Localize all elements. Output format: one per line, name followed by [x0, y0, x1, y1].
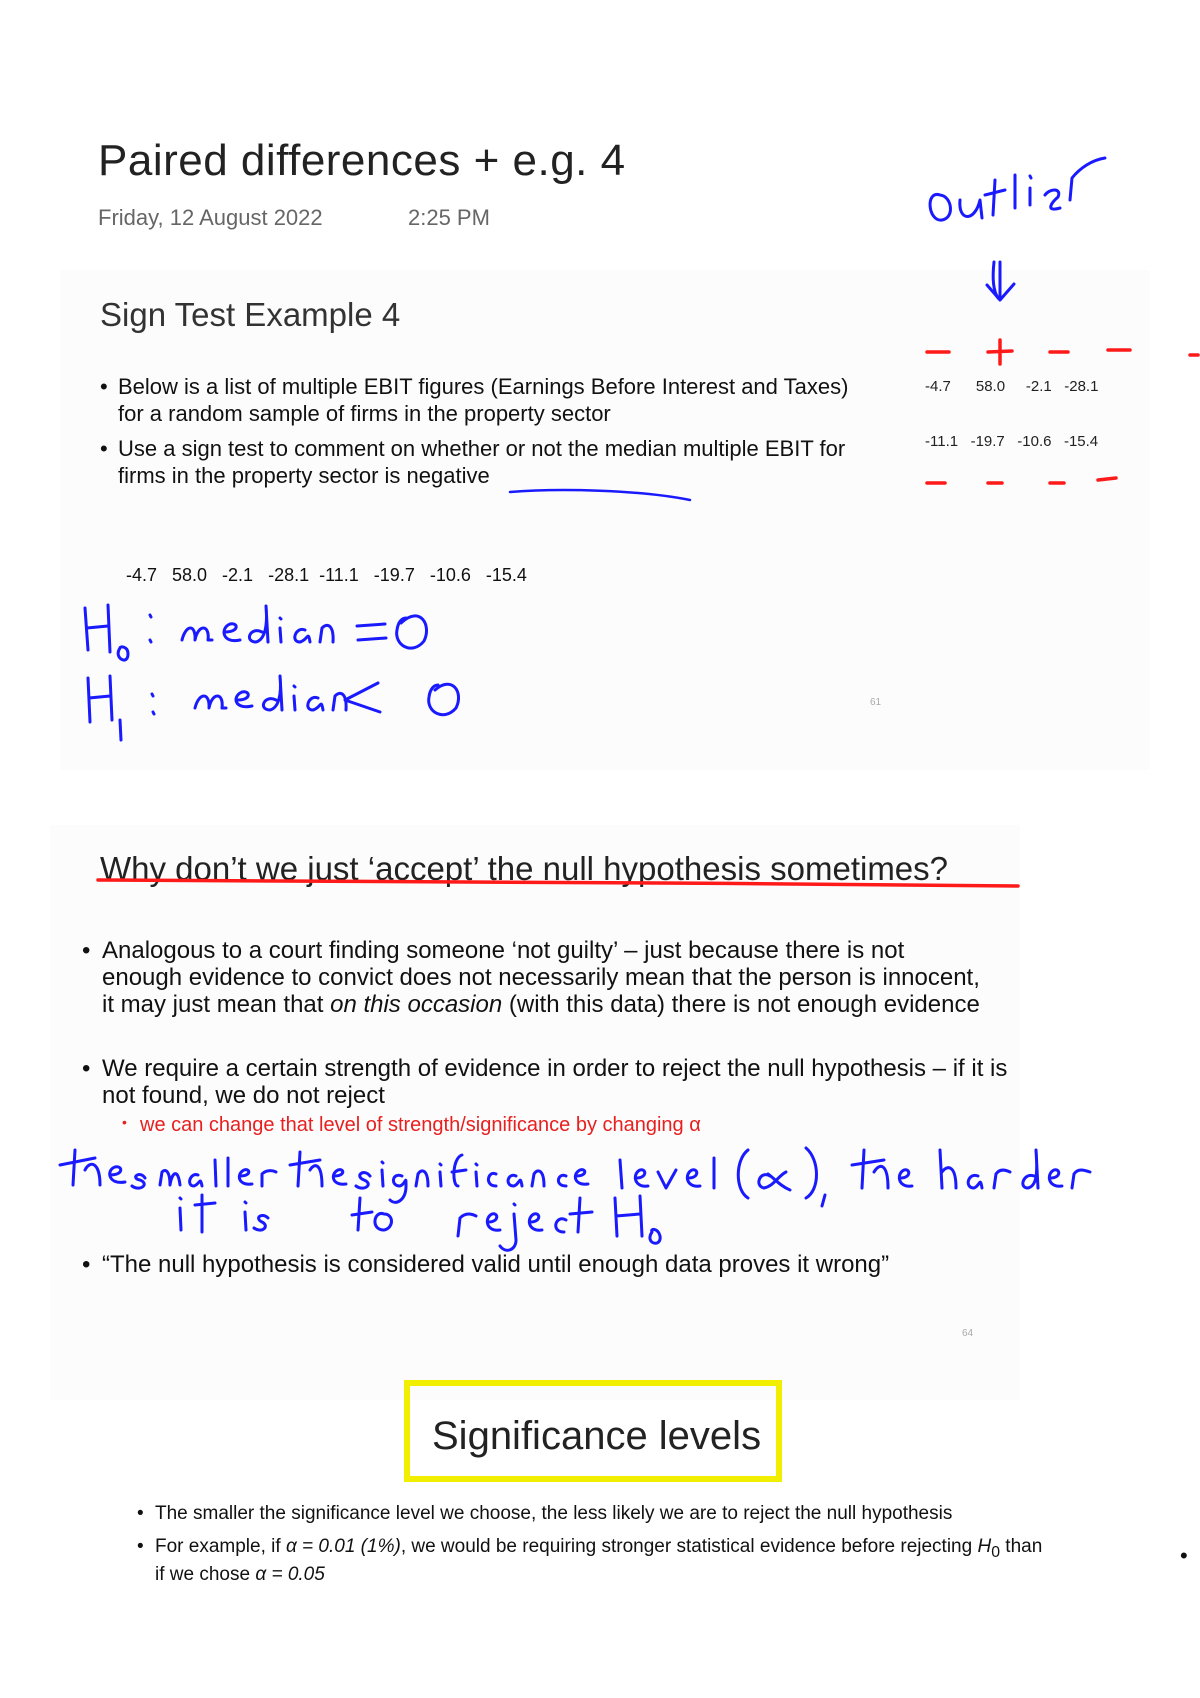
- note-date: Friday, 12 August 2022: [98, 205, 323, 230]
- bullet-dot: •: [100, 374, 108, 399]
- side-values-row-1: -4.7 58.0 -2.1 -28.1: [925, 378, 1099, 395]
- bullet-italic-text: on this occasion: [330, 991, 503, 1018]
- bullet-text: For example, if: [155, 1536, 286, 1557]
- alpha-expression: α = 0.01 (1%): [285, 1536, 401, 1557]
- bullet-dot: •: [137, 1536, 144, 1557]
- section-title: Significance levels: [432, 1414, 762, 1458]
- bullet-text: Analogous to a court finding someone ‘not guilty’ – just because there is not enough evidence to convict does not necessarily mean that the person is innocent, it may just mean that: [102, 937, 980, 1018]
- bullet-example-alpha: [137, 1536, 1055, 1586]
- alpha-expression: α = 0.05: [255, 1563, 325, 1585]
- bullet-dot: •: [100, 436, 108, 461]
- bullet-dot: •: [137, 1503, 144, 1524]
- note-time: 2:25 PM: [408, 205, 490, 230]
- bullet-text: (with this data) there is not enough evidence: [502, 991, 980, 1018]
- bullet-text: we can change that level of strength/significance by changing α: [140, 1114, 701, 1136]
- bullet-strength-evidence: [82, 1055, 1022, 1109]
- bullet-dot: •: [82, 1251, 91, 1278]
- bullet-sign-test: [100, 435, 858, 489]
- slide-title: Why don’t we just ‘accept’ the null hypothesis sometimes?: [100, 850, 949, 887]
- h0-subscript: 0: [991, 1543, 1001, 1561]
- side-values-row-2: -11.1 -19.7 -10.6 -15.4: [925, 433, 1099, 450]
- slide-page-number: 64: [962, 1328, 974, 1339]
- bullet-text: , we would be requiring stronger statistical evidence before rejecting: [400, 1536, 978, 1557]
- bullet-smaller-significance: [137, 1503, 1055, 1525]
- sub-bullet-change-alpha: [122, 1114, 701, 1137]
- bullet-text: We require a certain strength of evidence in order to reject the null hypothesis – if it is not found, we do not reject: [102, 1055, 1008, 1109]
- edge-bullet-dot: •: [1180, 1543, 1188, 1568]
- bullet-text: Below is a list of multiple EBIT figures (Earnings Before Interest and Taxes) for a random sample of firms in the property sector: [118, 374, 849, 426]
- bullet-quote: [82, 1251, 1002, 1278]
- bullet-court-analogy: [82, 937, 982, 1018]
- slide-null-hypothesis[interactable]: [50, 825, 1020, 1400]
- bullet-ebit-list: [100, 373, 858, 427]
- bullet-text: The smaller the significance level we choose, the less likely we are to reject the null hypothesis: [155, 1503, 953, 1524]
- bullet-text: “The null hypothesis is considered valid until enough data proves it wrong”: [102, 1251, 890, 1278]
- bullet-dot: •: [82, 1055, 91, 1082]
- ebit-data-row: -4.7 58.0 -2.1 -28.1 -11.1 -19.7 -10.6 -15.4: [126, 565, 527, 585]
- bullet-dot: •: [122, 1114, 127, 1130]
- h0-symbol: H: [977, 1536, 992, 1557]
- bullet-text: than if we chose: [155, 1536, 1043, 1585]
- slide-page-number: 61: [870, 697, 882, 708]
- slide-sign-test-example[interactable]: [60, 270, 1150, 770]
- page-title: Paired differences + e.g. 4: [98, 136, 626, 185]
- bullet-text: Use a sign test to comment on whether or not the median multiple EBIT for firms in the property sector is negative: [118, 436, 846, 488]
- handwriting-outlier: [930, 158, 1105, 220]
- bullet-dot: •: [82, 937, 91, 964]
- slide-title: Sign Test Example 4: [100, 296, 401, 333]
